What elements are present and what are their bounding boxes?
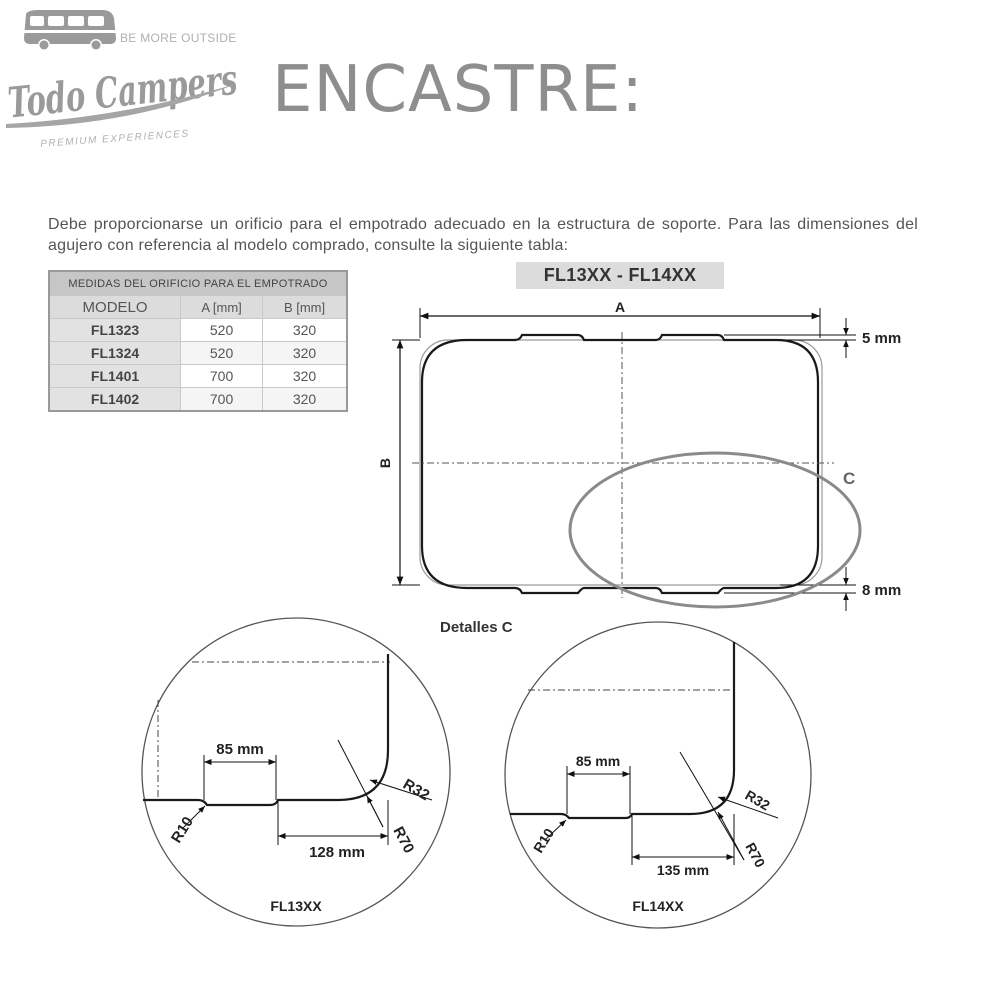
width-85-label: 85 mm (216, 741, 264, 758)
table-cell-model: FL1401 (49, 365, 181, 388)
table-cell-a: 700 (181, 365, 263, 388)
appliance-profile (422, 335, 818, 593)
bottom-offset-label: 8 mm (862, 582, 902, 599)
brand-name: Todo Campers (5, 44, 343, 128)
cutout-edge-profile (143, 654, 388, 805)
dim-a-label: A (614, 299, 626, 315)
main-cutout-drawing (377, 299, 901, 611)
table-cell-a: 520 (181, 342, 263, 365)
page-title: ENCASTRE: (272, 53, 644, 127)
r70-label: R70 (742, 839, 769, 871)
brand-subline: PREMIUM EXPERIENCES (39, 128, 190, 150)
model-range-header: FL13XX - FL14XX (516, 262, 724, 289)
r32-label: R32 (742, 786, 773, 814)
r10-label: R10 (529, 825, 558, 856)
r32-label: R32 (400, 775, 433, 805)
detail-fl14xx (505, 622, 811, 928)
detail-caption: FL13XX (270, 898, 322, 914)
table-cell-model: FL1324 (49, 342, 181, 365)
r70-arrow (367, 796, 383, 827)
cutout-edge-profile (510, 642, 734, 818)
detail-circle (505, 622, 811, 928)
r70-label: R70 (389, 823, 418, 857)
brand-tagline: BE MORE OUTSIDE (120, 31, 237, 45)
table-cell-b: 320 (263, 319, 347, 342)
table-cell-b: 320 (263, 342, 347, 365)
r70-arrow (718, 812, 744, 860)
detail-circle (142, 618, 450, 926)
top-offset-label: 5 mm (862, 330, 902, 347)
table-cell-model: FL1402 (49, 388, 181, 412)
table-cell-model: FL1323 (49, 319, 181, 342)
r10-label: R10 (167, 813, 197, 847)
detail-caption: FL14XX (632, 898, 684, 914)
table-cell-b: 320 (263, 388, 347, 412)
details-title: Detalles C (440, 619, 513, 636)
offset-128-label: 128 mm (309, 844, 365, 861)
detail-fl13xx (142, 618, 450, 926)
table-cell-b: 320 (263, 365, 347, 388)
width-85-label: 85 mm (575, 753, 621, 769)
table-caption: MEDIDAS DEL ORIFICIO PARA EL EMPOTRADO (49, 271, 347, 296)
intro-paragraph: Debe proporcionarse un orificio para el empotrado adecuado en la estructura de soporte. Para las dimensiones del agujero con referencia al modelo comprado, consulte la siguiente tabla: (48, 216, 918, 254)
table-header-model: MODELO (49, 296, 181, 319)
detail-c-label: C (843, 469, 856, 488)
offset-135-label: 135 mm (656, 862, 710, 878)
table-header-a: A [mm] (181, 296, 263, 319)
table-header-b: B [mm] (263, 296, 347, 319)
table-cell-a: 520 (181, 319, 263, 342)
dim-b-label: B (377, 457, 393, 469)
table-cell-a: 700 (181, 388, 263, 412)
detail-c-ellipse (570, 453, 860, 607)
